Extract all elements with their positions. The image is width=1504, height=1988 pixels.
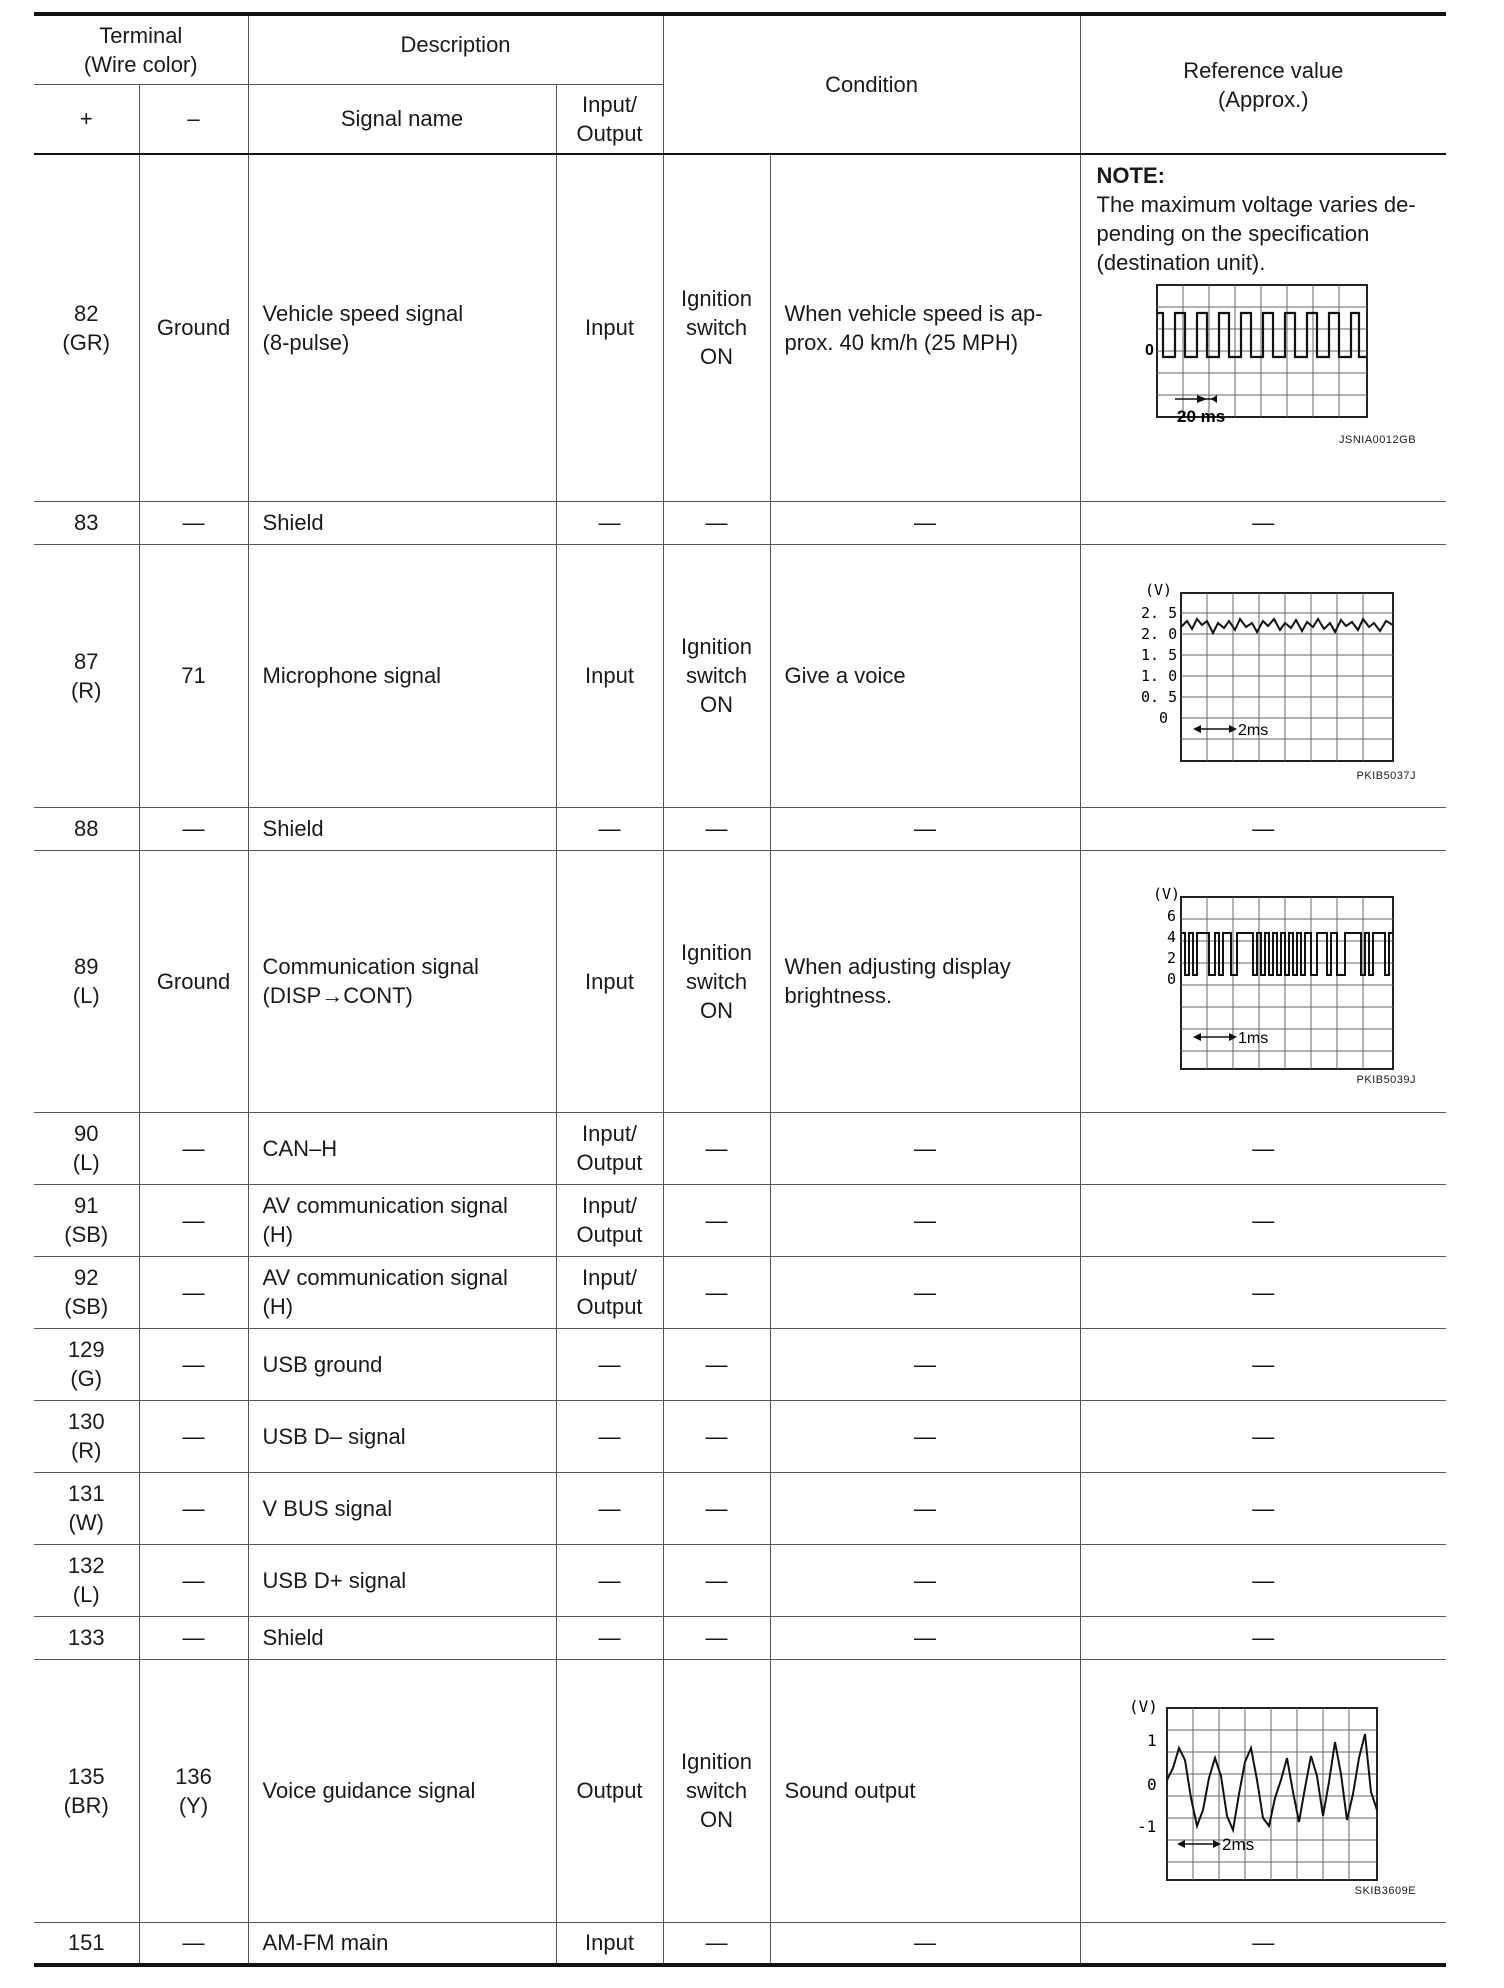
signal-line-2: (H) bbox=[262, 1222, 294, 1247]
note-line-1: The maximum voltage varies de- bbox=[1096, 192, 1416, 217]
signal-name: AM-FM main bbox=[248, 1922, 556, 1965]
minus-terminal: — bbox=[139, 1112, 248, 1184]
y-axis-ticks bbox=[1153, 887, 1180, 988]
time-scale-label: 2ms bbox=[1221, 1834, 1254, 1854]
reference-value bbox=[1080, 850, 1446, 1112]
time-marker bbox=[1193, 725, 1237, 733]
condition-label: Condition bbox=[825, 72, 919, 97]
condition-state bbox=[663, 850, 770, 1112]
io-value: — bbox=[556, 807, 663, 850]
io-value: Input bbox=[556, 154, 663, 501]
minus-terminal bbox=[139, 1659, 248, 1922]
cond-detail-2: prox. 40 km/h (25 MPH) bbox=[784, 329, 1019, 355]
y-tick-label: 1. 0 bbox=[1140, 666, 1177, 685]
description-header bbox=[248, 14, 663, 84]
signal-line-1: AV communication signal bbox=[262, 1193, 508, 1218]
signal-name: CAN–H bbox=[248, 1112, 556, 1184]
table-row bbox=[34, 850, 1446, 1112]
io-line-1: Input/ bbox=[582, 1193, 638, 1218]
plus-terminal bbox=[34, 1472, 139, 1544]
signal-line-1: Communication signal bbox=[262, 954, 479, 979]
cond-line-1: Ignition bbox=[681, 634, 752, 659]
time-scale-label: 2ms bbox=[1237, 721, 1268, 739]
condition-detail bbox=[770, 154, 1080, 501]
voice-trace bbox=[1167, 1734, 1377, 1830]
terminal-number: 136 bbox=[175, 1763, 212, 1789]
approx-label: (Approx.) bbox=[1218, 86, 1309, 112]
terminal-reference-table bbox=[34, 12, 1446, 1967]
condition-header bbox=[663, 14, 1080, 154]
terminal-number: 90 bbox=[74, 1121, 99, 1146]
note-title: NOTE: bbox=[1096, 163, 1165, 188]
time-scale-label: 20 ms bbox=[1176, 407, 1225, 426]
terminal-number: 135 bbox=[67, 1763, 105, 1789]
io-value bbox=[556, 1256, 663, 1328]
figure-code: JSNIA0012GB bbox=[1339, 434, 1417, 446]
plus-terminal bbox=[34, 544, 139, 807]
cond-detail-1: When adjusting display bbox=[784, 954, 1011, 979]
wire-color: (W) bbox=[68, 1510, 104, 1535]
io-line-2: Output bbox=[576, 1294, 643, 1319]
wire-color: (L) bbox=[72, 1150, 100, 1175]
minus-terminal: — bbox=[139, 1400, 248, 1472]
note-line-3: (destination unit). bbox=[1096, 250, 1266, 275]
table-row bbox=[34, 1616, 1446, 1659]
table-row bbox=[34, 501, 1446, 544]
condition-state bbox=[663, 1659, 770, 1922]
condition-state: — bbox=[663, 1112, 770, 1184]
minus-terminal: — bbox=[139, 807, 248, 850]
y-tick-label: 2. 5 bbox=[1140, 603, 1177, 622]
condition-state bbox=[663, 154, 770, 501]
signal-name-header: Signal name bbox=[248, 84, 556, 154]
plus-terminal bbox=[34, 1328, 139, 1400]
table-row bbox=[34, 1184, 1446, 1256]
signal-name bbox=[248, 1256, 556, 1328]
condition-state: — bbox=[663, 1328, 770, 1400]
reference-value bbox=[1080, 1659, 1446, 1922]
time-marker bbox=[1175, 395, 1217, 403]
signal-line-1: Vehicle speed signal bbox=[262, 300, 464, 326]
plus-terminal: 88 bbox=[34, 807, 139, 850]
condition-detail: — bbox=[770, 1922, 1080, 1965]
plus-terminal bbox=[34, 1544, 139, 1616]
zero-tick: 0 bbox=[1144, 342, 1154, 359]
condition-state: — bbox=[663, 1922, 770, 1965]
cond-line-3: ON bbox=[700, 1807, 734, 1832]
condition-detail: — bbox=[770, 1400, 1080, 1472]
io-value: — bbox=[556, 1544, 663, 1616]
plus-terminal bbox=[34, 1256, 139, 1328]
y-axis-ticks bbox=[1129, 1698, 1158, 1836]
io-value: — bbox=[556, 1472, 663, 1544]
reference-value: — bbox=[1080, 1184, 1446, 1256]
condition-detail: — bbox=[770, 1616, 1080, 1659]
waveform-grid bbox=[1181, 593, 1393, 761]
wire-color: (R) bbox=[70, 677, 102, 703]
condition-state: — bbox=[663, 1400, 770, 1472]
signal-name: Shield bbox=[248, 1616, 556, 1659]
waveform-grid bbox=[1167, 1708, 1377, 1880]
signal-name bbox=[248, 1184, 556, 1256]
condition-state: — bbox=[663, 807, 770, 850]
note-line-2: pending on the specification bbox=[1096, 221, 1370, 246]
figure-code: SKIB3609E bbox=[1354, 1884, 1417, 1897]
terminal-number: 89 bbox=[74, 954, 99, 979]
waveform-grid bbox=[1181, 897, 1393, 1069]
wire-color: (BR) bbox=[63, 1792, 109, 1818]
y-axis-ticks bbox=[1141, 583, 1177, 727]
plus-terminal: 83 bbox=[34, 501, 139, 544]
y-tick-label: 1. 5 bbox=[1140, 645, 1177, 664]
time-scale-label: 1ms bbox=[1237, 1029, 1268, 1047]
terminal-number: 129 bbox=[67, 1337, 105, 1362]
minus-terminal: — bbox=[139, 1328, 248, 1400]
io-label-1: Input/ bbox=[582, 91, 638, 117]
y-tick-label: 1 bbox=[1146, 1730, 1157, 1750]
io-value bbox=[556, 1184, 663, 1256]
table-row bbox=[34, 807, 1446, 850]
communication-waveform bbox=[1097, 887, 1427, 1077]
condition-state bbox=[663, 544, 770, 807]
signal-line-2: (8-pulse) bbox=[262, 329, 350, 355]
wire-color: (L) bbox=[72, 1582, 100, 1607]
table-row bbox=[34, 1922, 1446, 1965]
io-value: Input bbox=[556, 850, 663, 1112]
minus-terminal: Ground bbox=[139, 154, 248, 501]
reference-value: — bbox=[1080, 807, 1446, 850]
cond-line-1: Ignition bbox=[681, 286, 752, 312]
plus-terminal: 133 bbox=[34, 1616, 139, 1659]
io-value: — bbox=[556, 1328, 663, 1400]
cond-line-2: switch bbox=[685, 663, 748, 688]
minus-terminal: — bbox=[139, 501, 248, 544]
signal-line-1: AV communication signal bbox=[262, 1265, 508, 1290]
cond-line-3: ON bbox=[700, 997, 734, 1023]
table-row bbox=[34, 1472, 1446, 1544]
comm-trace bbox=[1181, 933, 1393, 975]
minus-terminal: — bbox=[139, 1472, 248, 1544]
signal-name: Shield bbox=[248, 807, 556, 850]
figure-code: PKIB5039J bbox=[1356, 1073, 1417, 1086]
condition-state: — bbox=[663, 1616, 770, 1659]
wire-color: (G) bbox=[70, 1366, 103, 1391]
terminal-number: 82 bbox=[74, 300, 99, 326]
terminal-number: 92 bbox=[74, 1265, 99, 1290]
io-line-1: Input/ bbox=[582, 1121, 638, 1146]
terminal-header bbox=[34, 14, 248, 84]
y-unit-label: (V) bbox=[1128, 1697, 1158, 1716]
wire-color-label: (Wire color) bbox=[83, 51, 198, 77]
minus-terminal: — bbox=[139, 1616, 248, 1659]
condition-detail: — bbox=[770, 1472, 1080, 1544]
cond-line-2: switch bbox=[685, 1778, 748, 1803]
time-marker bbox=[1193, 1033, 1237, 1041]
wire-color: (SB) bbox=[64, 1222, 109, 1247]
table-row bbox=[34, 1328, 1446, 1400]
minus-terminal: Ground bbox=[139, 850, 248, 1112]
condition-state: — bbox=[663, 1184, 770, 1256]
signal-name: USB D+ signal bbox=[248, 1544, 556, 1616]
plus-terminal bbox=[34, 1659, 139, 1922]
io-value: Input bbox=[556, 1922, 663, 1965]
reference-value: — bbox=[1080, 1922, 1446, 1965]
reference-value: — bbox=[1080, 1616, 1446, 1659]
condition-detail: — bbox=[770, 1256, 1080, 1328]
header-row-1 bbox=[34, 14, 1446, 84]
table-row bbox=[34, 154, 1446, 501]
wire-color: (R) bbox=[70, 1438, 102, 1463]
reference-value: — bbox=[1080, 1328, 1446, 1400]
signal-name bbox=[248, 154, 556, 501]
table-row bbox=[34, 1659, 1446, 1922]
wire-color: (GR) bbox=[62, 329, 111, 355]
terminal-number: 132 bbox=[67, 1553, 105, 1578]
io-label-2: Output bbox=[576, 120, 643, 146]
wire-color: (Y) bbox=[178, 1792, 209, 1818]
wire-color: (SB) bbox=[64, 1294, 109, 1319]
minus-terminal: — bbox=[139, 1544, 248, 1616]
condition-detail: — bbox=[770, 807, 1080, 850]
io-value: — bbox=[556, 1616, 663, 1659]
cond-line-3: ON bbox=[700, 344, 734, 370]
figure-code: PKIB5037J bbox=[1356, 769, 1417, 782]
signal-name: USB D– signal bbox=[248, 1400, 556, 1472]
io-line-2: Output bbox=[576, 1222, 643, 1247]
signal-line-2: (DISP→CONT) bbox=[262, 983, 413, 1008]
y-tick-label: 2. 0 bbox=[1140, 624, 1177, 643]
condition-detail: — bbox=[770, 1112, 1080, 1184]
condition-detail: — bbox=[770, 501, 1080, 544]
time-marker bbox=[1177, 1840, 1221, 1848]
mic-trace bbox=[1181, 619, 1393, 633]
condition-state: — bbox=[663, 501, 770, 544]
minus-terminal: 71 bbox=[139, 544, 248, 807]
condition-detail: — bbox=[770, 1184, 1080, 1256]
signal-line-2: (H) bbox=[262, 1294, 294, 1319]
plus-terminal bbox=[34, 1400, 139, 1472]
cond-line-2: switch bbox=[685, 968, 748, 994]
reference-value: — bbox=[1080, 1256, 1446, 1328]
cond-line-1: Ignition bbox=[681, 939, 752, 965]
table-row bbox=[34, 1256, 1446, 1328]
condition-state: — bbox=[663, 1544, 770, 1616]
signal-name: Microphone signal bbox=[248, 544, 556, 807]
terminal-number: 91 bbox=[74, 1193, 99, 1218]
microphone-waveform bbox=[1097, 583, 1427, 773]
reference-value: — bbox=[1080, 1112, 1446, 1184]
reference-header bbox=[1080, 14, 1446, 154]
cond-detail-1: When vehicle speed is ap- bbox=[784, 300, 1043, 326]
terminal-number: 130 bbox=[67, 1409, 105, 1434]
voice-guidance-waveform bbox=[1097, 1698, 1427, 1888]
io-header bbox=[556, 84, 663, 154]
condition-detail: Give a voice bbox=[770, 544, 1080, 807]
condition-state: — bbox=[663, 1472, 770, 1544]
io-line-2: Output bbox=[576, 1150, 643, 1175]
condition-detail bbox=[770, 850, 1080, 1112]
y-tick-label: 0 bbox=[1166, 969, 1176, 988]
condition-detail: Sound output bbox=[770, 1659, 1080, 1922]
reference-value: — bbox=[1080, 1400, 1446, 1472]
y-tick-label: 2 bbox=[1166, 948, 1176, 967]
wire-color: (L) bbox=[72, 983, 100, 1008]
reference-value: — bbox=[1080, 501, 1446, 544]
table-row bbox=[34, 1400, 1446, 1472]
cond-line-3: ON bbox=[700, 692, 734, 717]
minus-terminal: — bbox=[139, 1256, 248, 1328]
io-line-1: Input/ bbox=[582, 1265, 638, 1290]
plus-terminal bbox=[34, 1184, 139, 1256]
io-value: Output bbox=[556, 1659, 663, 1922]
plus-terminal: 151 bbox=[34, 1922, 139, 1965]
table-row bbox=[34, 1112, 1446, 1184]
y-unit-label: (V) bbox=[1152, 886, 1180, 903]
signal-name: Voice guidance signal bbox=[248, 1659, 556, 1922]
table-row bbox=[34, 1544, 1446, 1616]
io-value: Input bbox=[556, 544, 663, 807]
y-tick-label: 6 bbox=[1166, 906, 1176, 925]
condition-detail: — bbox=[770, 1544, 1080, 1616]
pulse-trace bbox=[1157, 313, 1367, 357]
io-value bbox=[556, 1112, 663, 1184]
condition-detail: — bbox=[770, 1328, 1080, 1400]
table-row bbox=[34, 544, 1446, 807]
reference-value: — bbox=[1080, 1472, 1446, 1544]
minus-terminal: — bbox=[139, 1184, 248, 1256]
cond-detail-2: brightness. bbox=[784, 983, 893, 1008]
condition-state: — bbox=[663, 1256, 770, 1328]
plus-terminal bbox=[34, 850, 139, 1112]
y-tick-label: 0 bbox=[1158, 708, 1168, 727]
plus-header: + bbox=[34, 84, 139, 154]
y-tick-label: 0. 5 bbox=[1140, 687, 1177, 706]
signal-name bbox=[248, 850, 556, 1112]
signal-name: USB ground bbox=[248, 1328, 556, 1400]
signal-name: V BUS signal bbox=[248, 1472, 556, 1544]
terminal-label: Terminal bbox=[99, 22, 183, 48]
vehicle-speed-waveform bbox=[1097, 277, 1427, 447]
reference-value bbox=[1080, 154, 1446, 501]
reference-label: Reference value bbox=[1183, 57, 1344, 83]
io-value: — bbox=[556, 1400, 663, 1472]
y-tick-label: 4 bbox=[1166, 927, 1176, 946]
terminal-number: 131 bbox=[67, 1481, 105, 1506]
cond-line-2: switch bbox=[685, 315, 748, 341]
y-unit-label: (V) bbox=[1144, 582, 1172, 599]
y-tick-label: -1 bbox=[1136, 1816, 1156, 1836]
minus-terminal: — bbox=[139, 1922, 248, 1965]
description-label: Description bbox=[400, 32, 511, 57]
plus-terminal bbox=[34, 154, 139, 501]
y-tick-label: 0 bbox=[1146, 1774, 1157, 1794]
signal-name: Shield bbox=[248, 501, 556, 544]
terminal-number: 87 bbox=[74, 648, 99, 674]
reference-value: — bbox=[1080, 1544, 1446, 1616]
io-value: — bbox=[556, 501, 663, 544]
reference-value bbox=[1080, 544, 1446, 807]
cond-line-1: Ignition bbox=[681, 1749, 752, 1774]
minus-header: – bbox=[139, 84, 248, 154]
plus-terminal bbox=[34, 1112, 139, 1184]
